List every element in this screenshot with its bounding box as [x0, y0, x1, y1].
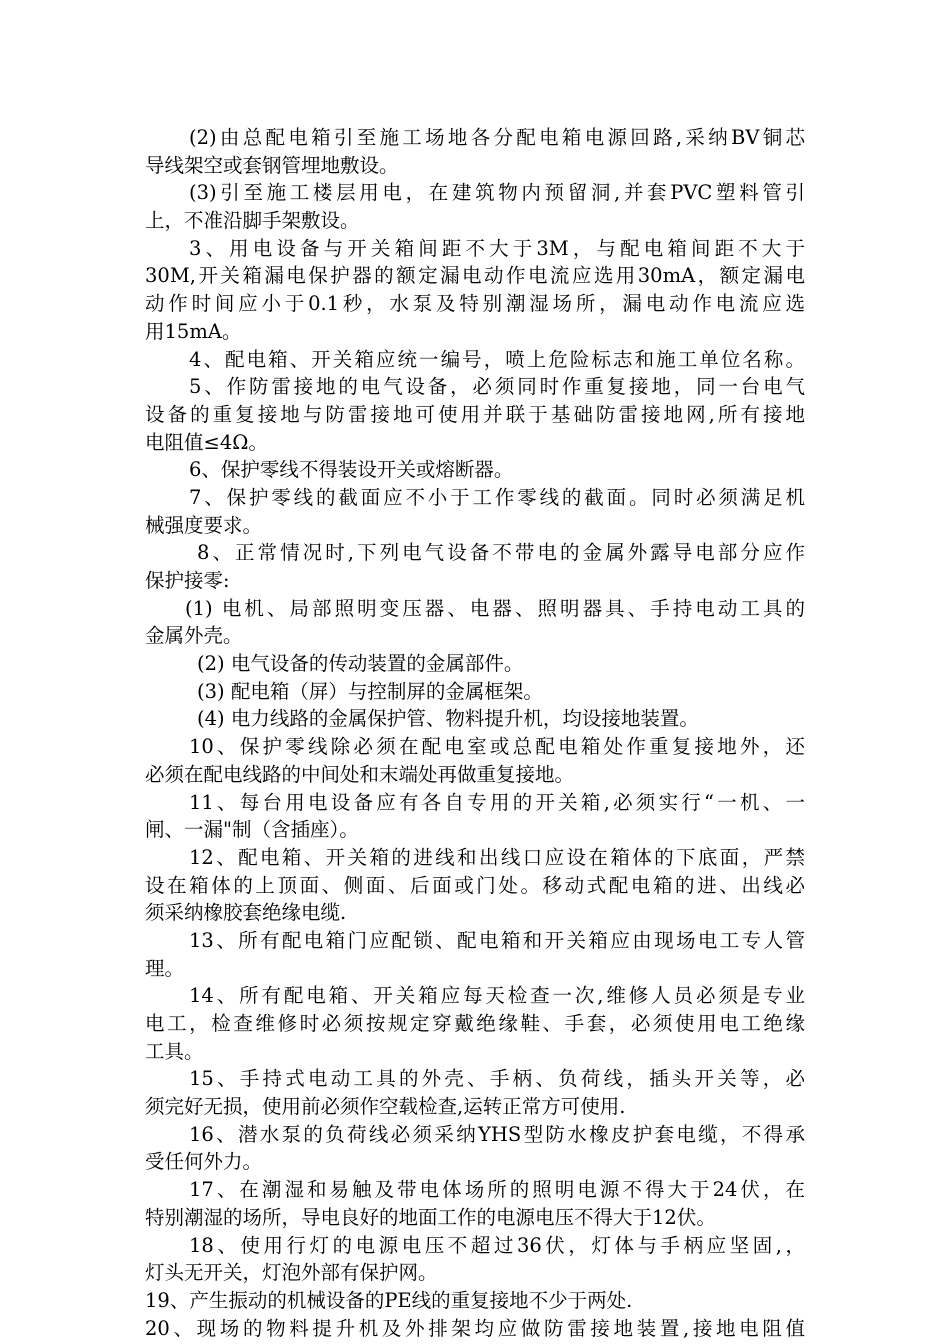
- text-line: 6、保护零线不得装设开关或熔断器。: [189, 458, 514, 482]
- text-line: 12、配电箱、开关箱的进线和出线口应设在箱体的下底面，严禁: [189, 845, 805, 869]
- text-line: 电工，检查维修时必须按规定穿戴绝缘鞋、手套，必须使用电工绝缘: [145, 1012, 805, 1035]
- text-line: 必须在配电线路的中间处和末端处再做重复接地。: [145, 762, 575, 786]
- text-line: 设备的重复接地与防雷接地可使用并联于基础防雷接地网,所有接地: [145, 402, 805, 426]
- text-line: 电阻值≤4Ω。: [145, 430, 268, 454]
- text-line: (3)引至施工楼层用电，在建筑物内预留洞,并套PVC塑料管引: [189, 181, 805, 205]
- text-line: 5、作防雷接地的电气设备，必须同时作重复接地，同一台电气: [189, 375, 805, 399]
- text-line: (1) 电机、局部照明变压器、电器、照明器具、手持电动工具的: [185, 596, 805, 620]
- text-line: 上，不准沿脚手架敷设。: [145, 209, 360, 233]
- text-line: 械强度要求。: [145, 513, 263, 537]
- text-line: 20、现场的物料提升机及外排架均应做防雷接地装置,接地电阻值: [145, 1316, 805, 1340]
- text-line: 理。: [145, 956, 185, 980]
- text-line: (2)由总配电箱引至施工场地各分配电箱电源回路,采纳BV铜芯: [189, 126, 805, 149]
- text-line: 用15mA。: [145, 319, 242, 343]
- text-line: 17、在潮湿和易触及带电体场所的照明电源不得大于24伏，在: [189, 1178, 805, 1202]
- text-line: 保护接零:: [145, 569, 230, 592]
- text-line: 设在箱体的上顶面、侧面、后面或门处。移动式配电箱的进、出线必: [145, 873, 805, 897]
- text-line: 13、所有配电箱门应配锁、配电箱和开关箱应由现场电工专人管: [189, 928, 805, 952]
- text-line: 工具。: [145, 1039, 204, 1063]
- document-page: [145, 124, 805, 1342]
- text-line: 15、手持式电动工具的外壳、手柄、负荷线，插头开关等，必: [189, 1067, 805, 1091]
- text-line: 受任何外力。: [145, 1150, 263, 1174]
- text-line: 8、正常情况时,下列电气设备不带电的金属外露导电部分应作: [197, 541, 805, 565]
- text-line: 10、保护零线除必须在配电室或总配电箱处作重复接地外，还: [189, 735, 805, 759]
- text-line: 金属外壳。: [145, 624, 243, 648]
- text-line: 16、潜水泵的负荷线必须采纳YHS型防水橡皮护套电缆，不得承: [189, 1122, 805, 1146]
- text-line: 须完好无损，使用前必须作空载检查,运转正常方可使用.: [145, 1095, 626, 1119]
- text-line: 18、使用行灯的电源电压不超过36伏，灯体与手柄应坚固,，: [189, 1233, 805, 1257]
- text-line: 动作时间应小于0.1秒，水泵及特别潮湿场所，漏电动作电流应选: [145, 292, 805, 316]
- text-line: 7、保护零线的截面应不小于工作零线的截面。同时必须满足机: [189, 485, 805, 509]
- text-line: 闸、一漏"制（含插座）。: [145, 818, 359, 842]
- text-line: 19、产生振动的机械设备的PE线的重复接地不少于两处.: [145, 1288, 633, 1312]
- text-line: (4) 电力线路的金属保护管、物料提升机，均设接地装置。: [197, 707, 699, 731]
- text-line: 3、用电设备与开关箱间距不大于3M，与配电箱间距不大于: [189, 236, 805, 260]
- text-line: 特别潮湿的场所，导电良好的地面工作的电源电压不得大于12伏。: [145, 1205, 716, 1229]
- text-line: 导线架空或套钢管埋地敷设。: [145, 153, 399, 177]
- text-line: 须采纳橡胶套绝缘电缆.: [145, 901, 347, 925]
- text-line: 11、每台用电设备应有各自专用的开关箱,必须实行“一机、一: [189, 790, 805, 814]
- text-line: 14、所有配电箱、开关箱应每天检查一次,维修人员必须是专业: [189, 984, 805, 1008]
- text-line: 30M,开关箱漏电保护器的额定漏电动作电流应选用30mA，额定漏电: [145, 264, 805, 288]
- text-line: (3) 配电箱（屏）与控制屏的金属框架。: [197, 679, 543, 703]
- text-line: (2) 电气设备的传动装置的金属部件。: [197, 652, 524, 676]
- text-line: 灯头无开关，灯泡外部有保护网。: [145, 1261, 438, 1285]
- text-line: 4、配电箱、开关箱应统一编号，喷上危险标志和施工单位名称。: [189, 347, 805, 371]
